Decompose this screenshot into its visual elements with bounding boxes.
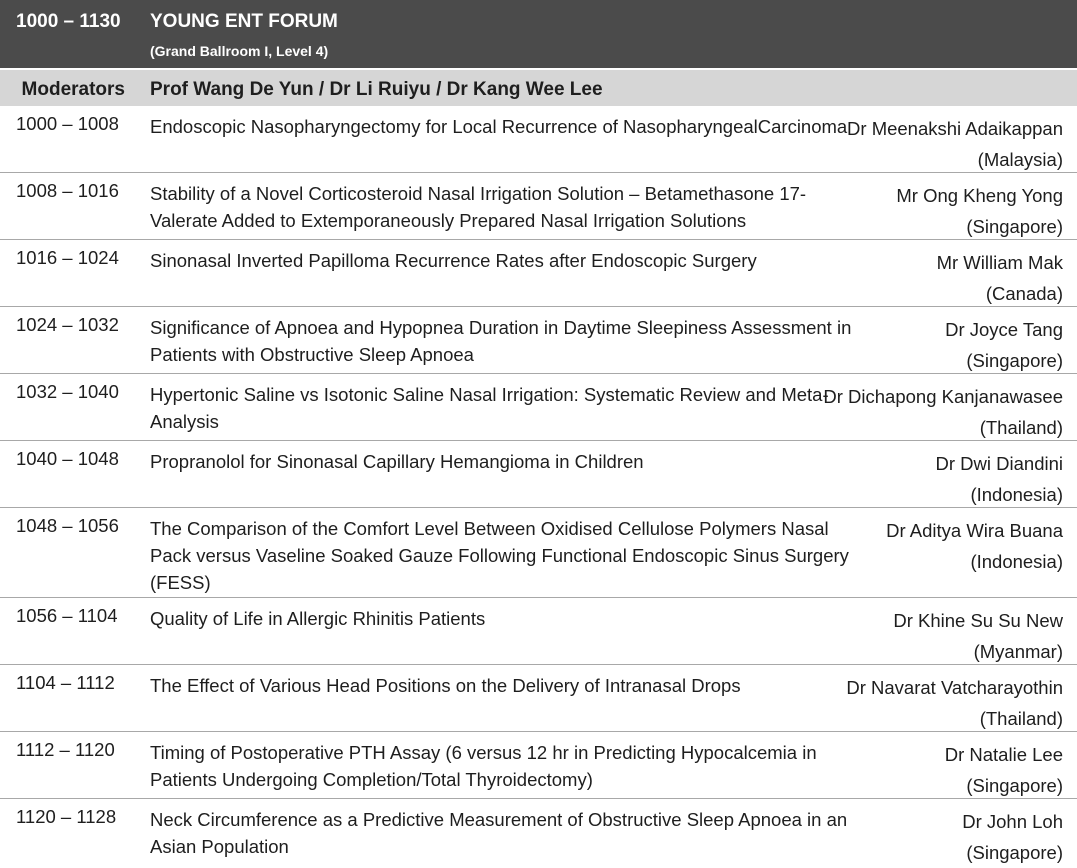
row-topic: The Effect of Various Head Positions on the Delivery of Intranasal Drops [150,675,741,696]
row-topic: Endoscopic Nasopharyngectomy for Local Recurrence of NasopharyngealCarcinoma [150,116,848,137]
row-time: 1024 – 1032 [16,314,119,335]
row-time: 1000 – 1008 [16,113,119,134]
row-topic: Quality of Life in Allergic Rhinitis Patients [150,608,486,629]
row-speaker [823,381,1063,443]
speaker-name: Dr Joyce Tang [945,319,1063,340]
speaker-country: (Singapore) [966,842,1063,863]
moderators-names: Prof Wang De Yun / Dr Li Ruiyu / Dr Kang Wee Lee [150,79,603,100]
row-speaker [896,180,1063,242]
row-speaker [886,515,1063,577]
speaker-country: (Singapore) [966,775,1063,796]
speaker-country: (Indonesia) [970,484,1063,505]
table-row [0,799,1077,866]
speaker-name: Dr Aditya Wira Buana [886,520,1063,541]
table-row [0,508,1077,598]
row-speaker [945,739,1063,801]
row-speaker [937,247,1063,309]
table-row [0,598,1077,665]
speaker-name: Dr John Loh [962,811,1063,832]
speaker-country: (Thailand) [979,708,1063,729]
session-header [0,0,1077,70]
speaker-country: (Myanmar) [973,641,1063,662]
table-row [0,441,1077,508]
speaker-name: Mr William Mak [936,252,1063,273]
row-topic: Propranolol for Sinonasal Capillary Hemangioma in Children [150,451,644,472]
speaker-name: Dr Khine Su Su New [893,610,1063,631]
speaker-country: (Singapore) [966,216,1063,237]
session-venue: (Grand Ballroom I, Level 4) [150,43,329,59]
row-speaker [936,448,1063,510]
row-topic: Significance of Apnoea and Hypopnea Duration in Daytime Sleepiness Assessment in Patients with Obstructive Sleep Apnoea [150,317,852,365]
row-time: 1056 – 1104 [16,605,118,626]
speaker-country: (Malaysia) [977,149,1063,170]
row-time: 1048 – 1056 [16,515,119,536]
speaker-country: (Thailand) [979,417,1063,438]
speaker-name: Dr Natalie Lee [944,744,1063,765]
speaker-country: (Canada) [985,283,1063,304]
row-speaker [945,314,1063,376]
table-row [0,732,1077,799]
row-topic: Timing of Postoperative PTH Assay (6 versus 12 hr in Predicting Hypocalcemia in Patients Undergoing Completion/Total Thyroidectomy) [150,742,817,790]
table-row [0,665,1077,732]
table-row [0,374,1077,441]
row-topic: The Comparison of the Comfort Level Between Oxidised Cellulose Polymers Nasal Pack versus Vaseline Soaked Gauze Following Functional Endoscopic Sinus Surgery (FESS) [150,518,849,593]
row-time: 1008 – 1016 [16,180,119,201]
row-time: 1120 – 1128 [16,806,117,827]
moderators-label: Moderators [21,79,125,100]
speaker-name: Mr Ong Kheng Yong [896,185,1063,206]
row-speaker [847,113,1063,175]
row-speaker [893,605,1063,667]
row-time: 1032 – 1040 [16,381,119,402]
row-topic: Neck Circumference as a Predictive Measurement of Obstructive Sleep Apnoea in an Asian Population [150,809,848,857]
row-speaker [962,806,1063,868]
speaker-country: (Indonesia) [970,551,1063,572]
speaker-name: Dr Navarat Vatcharayothin [846,677,1063,698]
row-speaker [846,672,1063,734]
speaker-country: (Singapore) [966,350,1063,371]
session-title: YOUNG ENT FORUM [150,11,338,32]
table-row [0,173,1077,240]
table-row [0,106,1077,173]
speaker-name: Dr Dichapong Kanjanawasee [823,386,1063,407]
row-time: 1112 – 1120 [16,739,115,760]
session-time: 1000 – 1130 [16,11,121,32]
speaker-name: Dr Dwi Diandini [935,453,1063,474]
table-row [0,240,1077,307]
row-topic: Stability of a Novel Corticosteroid Nasal Irrigation Solution – Betamethasone 17-Valerate Added to Extemporaneously Prepared Nasal Irrigation Solutions [150,183,807,231]
row-topic: Sinonasal Inverted Papilloma Recurrence Rates after Endoscopic Surgery [150,250,757,271]
row-time: 1016 – 1024 [16,247,119,268]
speaker-name: Dr Meenakshi Adaikappan [847,118,1063,139]
table-row [0,307,1077,374]
row-time: 1040 – 1048 [16,448,119,469]
row-time: 1104 – 1112 [16,672,115,693]
row-topic: Hypertonic Saline vs Isotonic Saline Nasal Irrigation: Systematic Review and Meta-Analysis [150,384,829,432]
moderators-row [0,70,1077,106]
